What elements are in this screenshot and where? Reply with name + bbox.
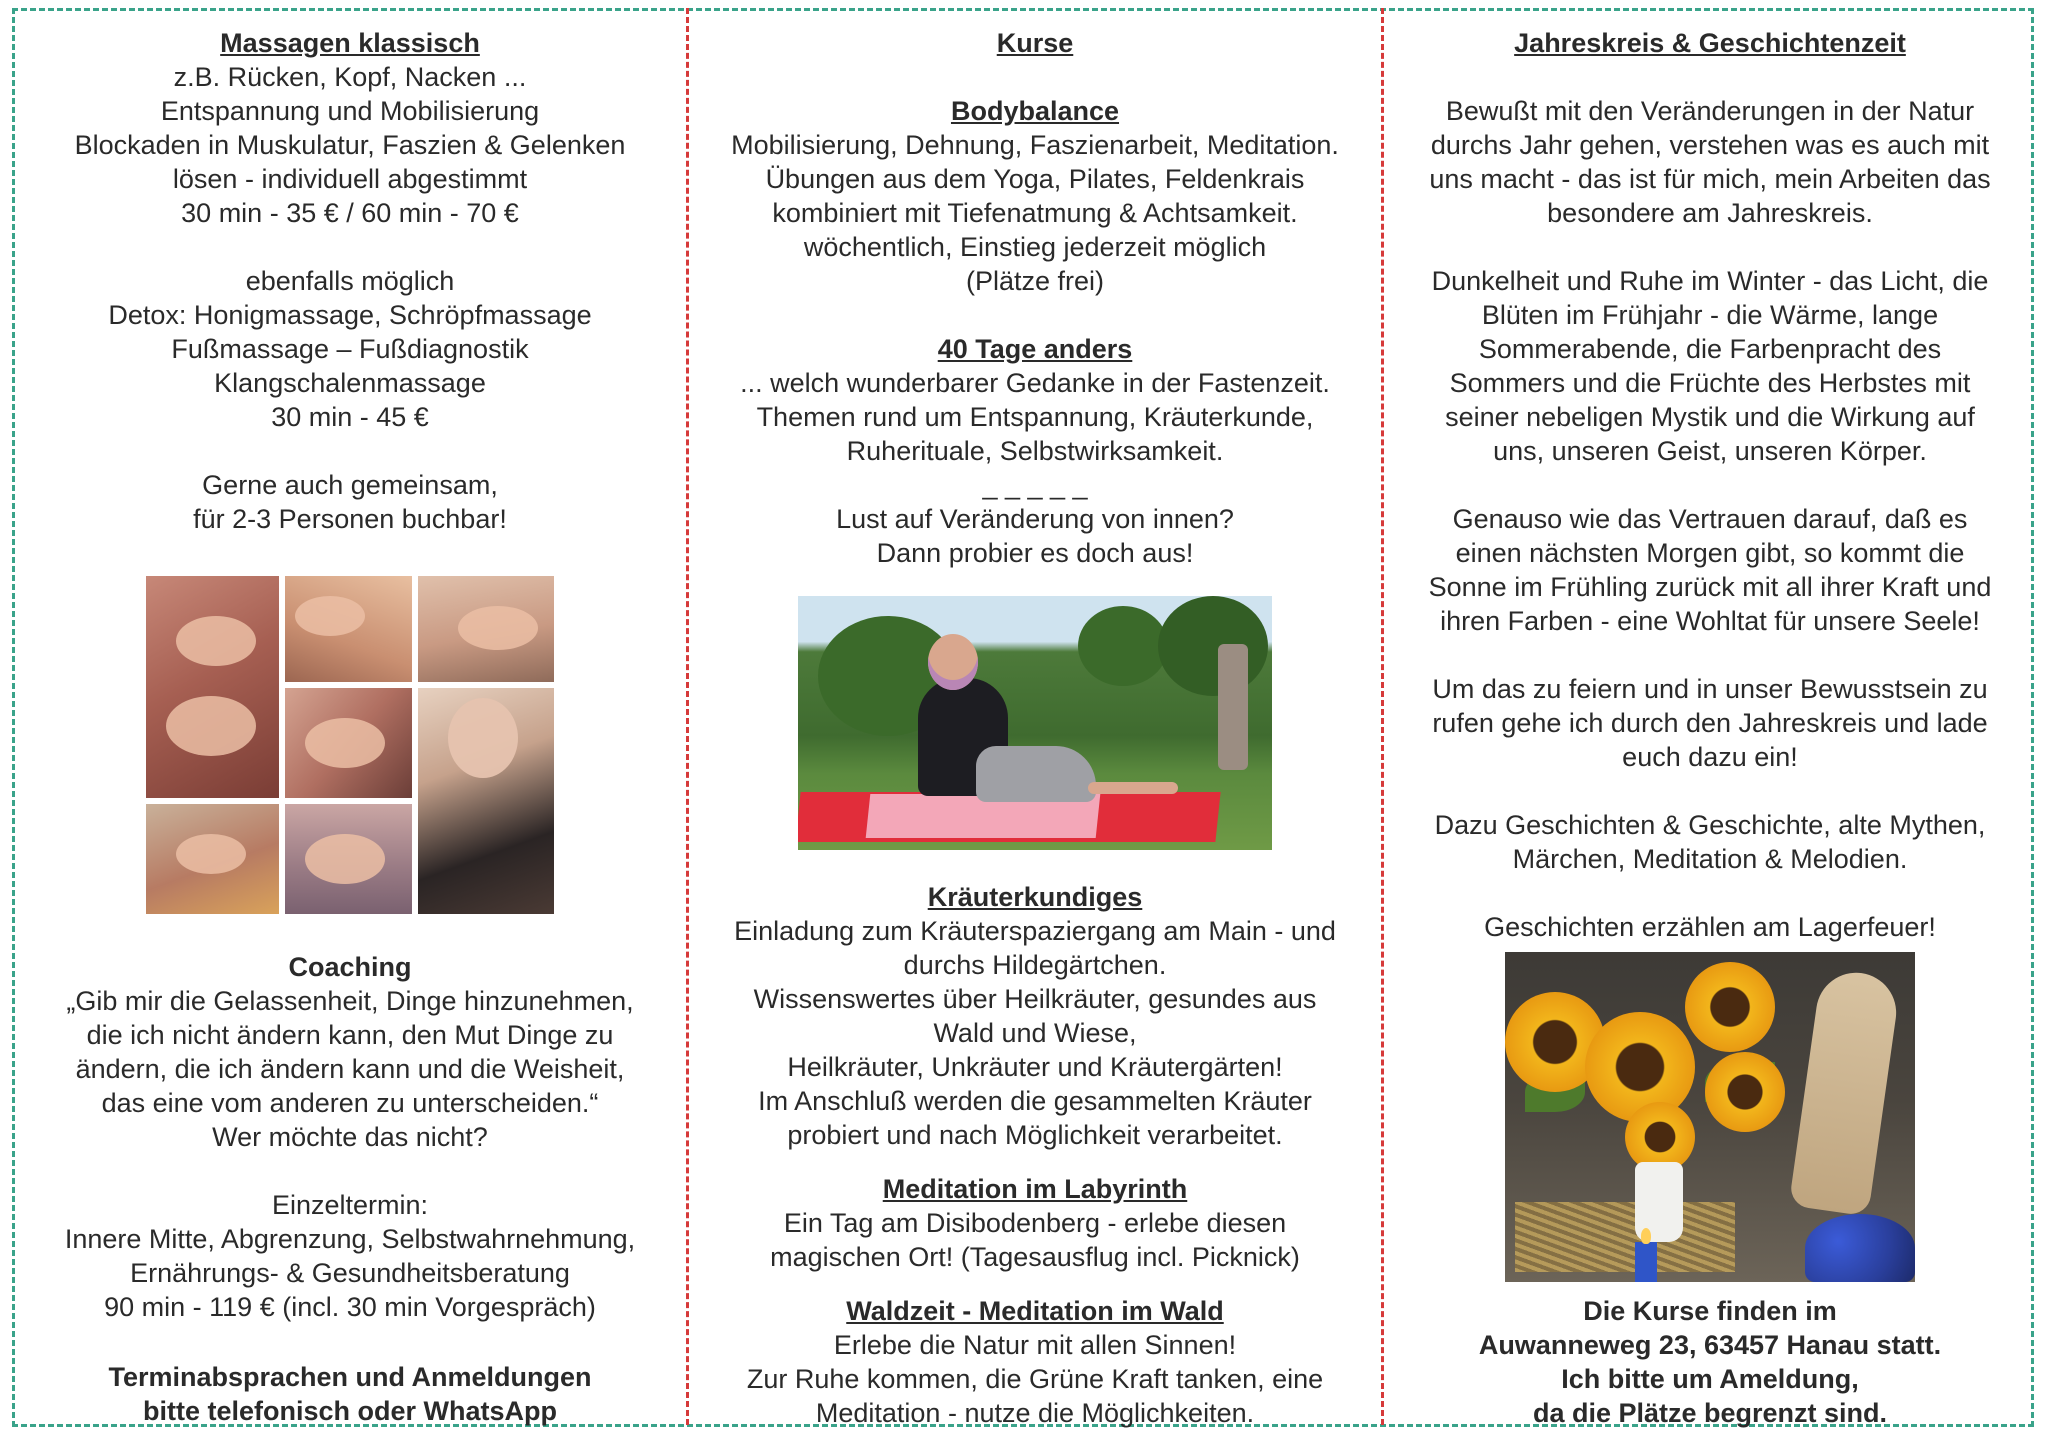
massage-photo-arm <box>146 576 279 798</box>
jahreskreis-p5-line: Dazu Geschichten & Geschichte, alte Mythen, <box>1434 810 1986 840</box>
massage-heading: Massagen klassisch <box>220 28 480 58</box>
kraeuter-line: Wald und Wiese, <box>933 1018 1137 1048</box>
jahreskreis-p1-line: durchs Jahr gehen, verstehen was es auch mit <box>1430 130 1990 160</box>
coaching-quote-line: ändern, die ich ändern kann und die Weisheit, <box>75 1054 625 1084</box>
jahreskreis-p3-line: einen nächsten Morgen gibt, so kommt die <box>1455 538 1965 568</box>
column-kurse <box>700 26 1370 1430</box>
massage-photo-oil <box>285 804 412 914</box>
jahreskreis-p4-line: Um das zu feiern und in unser Bewusstsein zu <box>1432 674 1988 704</box>
massage-intro-line: Entspannung und Mobilisierung <box>160 96 540 126</box>
campfire-line: Geschichten erzählen am Lagerfeuer! <box>1484 912 1936 942</box>
einzeltermin-line: Ernährungs- & Gesundheitsberatung <box>130 1258 570 1288</box>
massage-photo-shoulder <box>418 576 554 682</box>
massage-price-line: 30 min - 35 € / 60 min - 70 € <box>181 198 519 228</box>
bodybalance-line: kombiniert mit Tiefenatmung & Achtsamkeit. <box>772 198 1298 228</box>
massage-also-line: Detox: Honigmassage, Schröpfmassage <box>108 300 592 330</box>
jahreskreis-p1-line: besondere am Jahreskreis. <box>1547 198 1873 228</box>
bodybalance-line: Mobilisierung, Dehnung, Faszienarbeit, Meditation. <box>731 130 1339 160</box>
massage-together-line: für 2-3 Personen buchbar! <box>193 504 507 534</box>
coaching-question-line: Wer möchte das nicht? <box>212 1122 488 1152</box>
waldzeit-line: Zur Ruhe kommen, die Grüne Kraft tanken, eine <box>746 1364 1324 1394</box>
jahreskreis-p3-line: Sonne im Frühling zurück mit all ihrer Kraft und <box>1428 572 1992 602</box>
vierzig-tage-line: Ruherituale, Selbstwirksamkeit. <box>846 436 1224 466</box>
jahreskreis-p2-line: uns, unseren Geist, unseren Körper. <box>1493 436 1927 466</box>
einzeltermin-line: Einzeltermin: <box>271 1190 429 1220</box>
address-line: Auwanneweg 23, 63457 Hanau statt. <box>1478 1330 1942 1360</box>
kurse-heading: Kurse <box>996 28 1074 58</box>
lust-line: Lust auf Veränderung von innen? <box>836 504 1234 534</box>
massage-photo-face <box>146 804 279 914</box>
kraeuter-line: durchs Hildegärtchen. <box>903 950 1167 980</box>
waldzeit-line: Erlebe die Natur mit allen Sinnen! <box>833 1330 1237 1360</box>
jahreskreis-p2-line: Blüten im Frühjahr - die Wärme, lange <box>1481 300 1939 330</box>
kraeuter-line: Wissenswertes über Heilkräuter, gesundes aus <box>753 984 1317 1014</box>
lust-line: Dann probier es doch aus! <box>876 538 1194 568</box>
labyrinth-line: magischen Ort! (Tagesausflug incl. Picknick) <box>770 1242 1300 1272</box>
jahreskreis-p1-line: uns macht - das ist für mich, mein Arbeiten das <box>1429 164 1991 194</box>
contact-line: Terminabsprachen und Anmeldungen <box>108 1362 592 1392</box>
coaching-heading: Coaching <box>288 952 412 982</box>
massage-photo-hand <box>285 688 412 798</box>
jahreskreis-p2-line: Sommers und die Früchte des Herbstes mit <box>1449 368 1971 398</box>
coaching-quote-line: das eine vom anderen zu unterscheiden.“ <box>101 1088 599 1118</box>
frame-border-top <box>12 8 2034 11</box>
massage-photo-therapist <box>418 688 554 914</box>
jahreskreis-p2-line: Sommerabende, die Farbenpracht des <box>1478 334 1942 364</box>
frame-border-left <box>12 8 15 1427</box>
bodybalance-heading: Bodybalance <box>950 96 1120 126</box>
massage-intro-line: lösen - individuell abgestimmt <box>172 164 528 194</box>
kraeuter-line: Heilkräuter, Unkräuter und Kräutergärten! <box>787 1052 1283 1082</box>
kraeuter-heading: Kräuterkundiges <box>927 882 1143 912</box>
einzeltermin-line: Innere Mitte, Abgrenzung, Selbstwahrnehmung, <box>64 1224 636 1254</box>
frame-border-right <box>2031 8 2034 1427</box>
jahreskreis-p2-line: Dunkelheit und Ruhe im Winter - das Licht, die <box>1431 266 1989 296</box>
jahreskreis-p2-line: seiner nebeligen Mystik und die Wirkung auf <box>1445 402 1975 432</box>
jahreskreis-p4-line: euch dazu ein! <box>1622 742 1798 772</box>
massage-also-line: ebenfalls möglich <box>245 266 455 296</box>
labyrinth-heading: Meditation im Labyrinth <box>882 1174 1188 1204</box>
vierzig-tage-line: Themen rund um Entspannung, Kräuterkunde, <box>756 402 1314 432</box>
jahreskreis-heading: Jahreskreis & Geschichtenzeit <box>1514 28 1906 58</box>
massage-photo-collage <box>146 576 554 914</box>
kraeuter-line: Einladung zum Kräuterspaziergang am Main - und <box>734 916 1336 946</box>
massage-also-line: Klangschalenmassage <box>214 368 486 398</box>
labyrinth-line: Ein Tag am Disibodenberg - erlebe diesen <box>783 1208 1287 1238</box>
waldzeit-line: Meditation - nutze die Möglichkeiten. <box>815 1398 1255 1428</box>
jahreskreis-p3-line: Genauso wie das Vertrauen darauf, daß es <box>1452 504 1968 534</box>
kraeuter-line: probiert und nach Möglichkeit verarbeitet. <box>787 1120 1283 1150</box>
waldzeit-heading: Waldzeit - Meditation im Wald <box>846 1296 1224 1326</box>
massage-also-line: Fußmassage – Fußdiagnostik <box>171 334 529 364</box>
jahreskreis-p4-line: rufen gehe ich durch den Jahreskreis und lade <box>1432 708 1988 738</box>
jahreskreis-p1-line: Bewußt mit den Veränderungen in der Natur <box>1445 96 1975 126</box>
jahreskreis-p3-line: ihren Farben - eine Wohltat für unsere Seele! <box>1440 606 1980 636</box>
fold-divider-right <box>1381 8 1384 1425</box>
location-line: Die Kurse finden im <box>1583 1296 1837 1326</box>
registration-line: da die Plätze begrenzt sind. <box>1532 1398 1888 1428</box>
kraeuter-line: Im Anschluß werden die gesammelten Kräuter <box>758 1086 1312 1116</box>
column-massage-coaching <box>30 26 670 1428</box>
bodybalance-line: (Plätze frei) <box>965 266 1105 296</box>
yoga-photo <box>798 596 1272 850</box>
fold-divider-left <box>686 8 689 1425</box>
vierzig-tage-heading: 40 Tage anders <box>937 334 1133 364</box>
jahreskreis-p5-line: Märchen, Meditation & Melodien. <box>1512 844 1908 874</box>
bodybalance-line: wöchentlich, Einstieg jederzeit möglich <box>803 232 1267 262</box>
massage-intro-line: z.B. Rücken, Kopf, Nacken ... <box>173 62 527 92</box>
separator-dashes: _ _ _ _ _ <box>982 470 1088 500</box>
sunflower-photo <box>1505 952 1915 1282</box>
contact-line: bitte telefonisch oder WhatsApp <box>142 1396 558 1426</box>
einzeltermin-price-line: 90 min - 119 € (incl. 30 min Vorgespräch) <box>104 1292 596 1322</box>
coaching-quote-line: „Gib mir die Gelassenheit, Dinge hinzunehmen, <box>66 986 634 1016</box>
massage-photo-back <box>285 576 412 682</box>
massage-also-price-line: 30 min - 45 € <box>271 402 429 432</box>
massage-intro-line: Blockaden in Muskulatur, Faszien & Gelenken <box>74 130 626 160</box>
bodybalance-line: Übungen aus dem Yoga, Pilates, Feldenkrais <box>765 164 1305 194</box>
coaching-quote-line: die ich nicht ändern kann, den Mut Dinge zu <box>86 1020 614 1050</box>
vierzig-tage-line: ... welch wunderbarer Gedanke in der Fastenzeit. <box>740 368 1330 398</box>
registration-line: Ich bitte um Ameldung, <box>1561 1364 1859 1394</box>
massage-together-line: Gerne auch gemeinsam, <box>202 470 498 500</box>
column-jahreskreis <box>1395 26 2025 1430</box>
